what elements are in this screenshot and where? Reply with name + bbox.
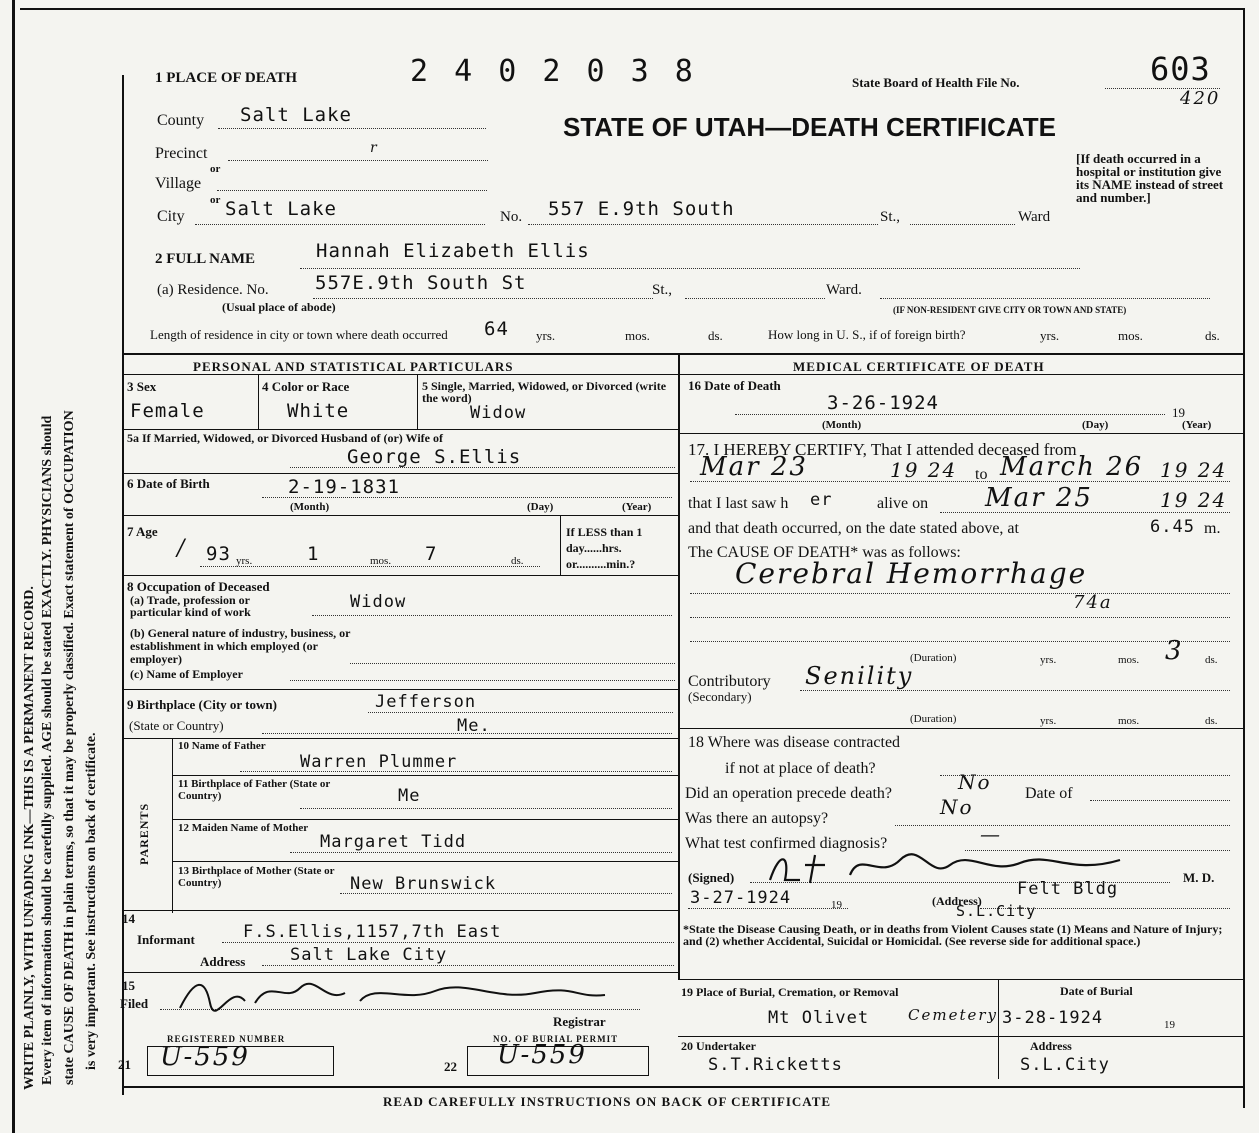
row-rule-2 — [122, 473, 678, 474]
color-value: White — [287, 400, 350, 422]
non-resident-label: (IF NON-RESIDENT GIVE CITY OR TOWN AND STATE) — [893, 305, 1127, 315]
autopsy-answer: No — [940, 795, 974, 819]
mother-value: Margaret Tidd — [320, 832, 467, 852]
frame-right-rule — [1243, 8, 1245, 1108]
street-value: 557 E.9th South — [548, 198, 735, 220]
filed-label: Filed — [120, 996, 149, 1011]
medical-heading: MEDICAL CERTIFICATE OF DEATH — [793, 359, 1045, 374]
occupation-c-label: (c) Name of Employer — [130, 667, 243, 681]
informant-label: Informant — [137, 932, 195, 947]
test-label: What test confirmed diagnosis? — [685, 835, 888, 852]
filed-num: 15 — [122, 978, 135, 993]
med-rule-2 — [680, 728, 1243, 729]
section-top-rule — [122, 353, 1243, 355]
age-mos: 1 — [307, 543, 320, 565]
burial-19: 19 — [1164, 1019, 1175, 1031]
secondary-label: (Secondary) — [688, 689, 752, 704]
informant-address: Salt Lake City — [290, 945, 448, 965]
cert-number: 2 4 0 2 0 3 8 — [410, 54, 697, 89]
date-of-label: Date of — [1025, 785, 1073, 802]
burial-cemetery: Cemetery — [908, 1006, 999, 1024]
dod-year: (Year) — [1182, 419, 1212, 431]
color-divider — [417, 374, 418, 429]
undertaker-address-label: Address — [1030, 1039, 1072, 1053]
footer-text: READ CAREFULLY INSTRUCTIONS ON BACK OF CERTIFICATE — [383, 1094, 832, 1109]
residence-label: (a) Residence. No. — [157, 282, 269, 298]
burial-place: Mt Olivet — [768, 1008, 870, 1028]
birthplace-label: 9 Birthplace (City or town) — [127, 697, 277, 712]
county-line — [218, 128, 486, 129]
marital-value: Widow — [470, 403, 527, 423]
alive-on-label: alive on — [877, 495, 929, 512]
city-value: Salt Lake — [225, 198, 337, 220]
father-label: 10 Name of Father — [178, 740, 266, 752]
autopsy-line — [895, 825, 1230, 826]
footer-rule — [122, 1086, 1243, 1088]
precinct-label: Precinct — [155, 145, 208, 162]
last-saw-label: that I last saw h — [688, 495, 789, 512]
row-rule-5 — [122, 689, 678, 690]
address-label: (Address) — [932, 894, 982, 908]
place-of-death-label: 1 PLACE OF DEATH — [155, 70, 298, 86]
not-at-place-label: if not at place of death? — [725, 760, 876, 777]
duration-mos-value: 3 — [1165, 636, 1184, 666]
side-text-3: state CAUSE OF DEATH in plain terms, so that it may be properly classified. Exact statement of OCCUPATION — [62, 410, 77, 1085]
frame-top-rule — [20, 8, 1245, 10]
residence-ward-label: Ward. — [826, 282, 862, 298]
duration-mos-1: mos. — [1118, 654, 1140, 666]
father-value: Warren Plummer — [300, 752, 458, 772]
county-value: Salt Lake — [240, 104, 352, 126]
or-2: or — [210, 194, 221, 206]
age-yrs: 93 — [206, 543, 231, 565]
reg-no-value: U-559 — [160, 1042, 250, 1072]
med-rule-3 — [678, 979, 1243, 980]
death-time: 6.45 — [1150, 517, 1195, 537]
ward-label: Ward — [1018, 209, 1051, 225]
test-answer: — — [980, 822, 1002, 846]
birthplace-line — [368, 712, 673, 713]
occupation-line — [312, 615, 672, 616]
row-rule-4 — [122, 575, 678, 576]
cause-note: *State the Disease Causing Death, or in deaths from Violent Causes state (1) Means and Nature of Injury; and (2) whether Accidental, Suicidal or Homicidal. (See reverse side for additional space.) — [683, 922, 1223, 948]
precinct-value: r — [370, 140, 379, 156]
medical-heading-rule — [680, 374, 1243, 375]
where-contracted-label: 18 Where was disease contracted — [688, 734, 901, 751]
row-rule-3 — [122, 515, 678, 516]
personal-heading-rule — [122, 374, 678, 375]
age-divider — [560, 515, 561, 575]
father-bp-line — [300, 808, 672, 809]
registrar-signature — [175, 973, 615, 1018]
dod-value: 3-26-1924 — [827, 392, 939, 414]
side-text-1: WRITE PLAINLY, WITH UNFADING INK—THIS IS A PERMANENT RECORD. — [22, 586, 37, 1090]
duration-mos-2: mos. — [1118, 715, 1140, 727]
contributory-value: Senility — [805, 662, 914, 690]
sex-label: 3 Sex — [127, 379, 157, 394]
address-2: S.L.City — [956, 902, 1037, 920]
occupation-label: 8 Occupation of Deceased — [127, 579, 270, 594]
age-mos-unit: mos. — [370, 555, 392, 567]
sex-value: Female — [130, 400, 205, 422]
village-label: Village — [155, 175, 202, 192]
color-label: 4 Color or Race — [262, 379, 350, 394]
certificate-title: STATE OF UTAH—DEATH CERTIFICATE — [563, 112, 1056, 142]
mother-bp-label: 13 Birthplace of Mother (State or Country) — [178, 865, 335, 889]
dod-19: 19 — [1172, 405, 1185, 420]
length-ds-unit: ds. — [708, 328, 723, 343]
length-yrs: 64 — [484, 318, 509, 340]
duration-label-2: (Duration) — [910, 713, 957, 725]
center-divider — [678, 355, 680, 980]
cause-line-1 — [690, 593, 1230, 594]
med-rule-1 — [680, 433, 1243, 434]
date-of-line — [1090, 800, 1230, 801]
side-text-4: is very important. See instructions on back of certificate. — [84, 732, 99, 1070]
residence-line — [313, 298, 653, 299]
frame-left-rule — [122, 75, 124, 1095]
residence-value: 557E.9th South St — [315, 272, 527, 294]
signed-label: (Signed) — [688, 870, 735, 885]
to-date: March 26 — [1000, 452, 1144, 482]
certify-text: 17. I HEREBY CERTIFY, That I attended deceased from — [688, 440, 1077, 459]
file-no-extra: 420 — [1180, 88, 1221, 109]
usual-abode-label: (Usual place of abode) — [222, 300, 336, 314]
undertaker-address: S.L.City — [1020, 1055, 1110, 1075]
dob-value: 2-19-1831 — [288, 476, 400, 498]
or-1: or — [210, 163, 221, 175]
undertaker-value: S.T.Ricketts — [708, 1055, 843, 1075]
mother-line — [290, 852, 672, 853]
birthplace-city: Jefferson — [375, 692, 477, 712]
death-occurred-text: and that death occurred, on the date stated above, at — [688, 520, 1019, 537]
burial-label: 19 Place of Burial, Cremation, or Removal — [681, 985, 899, 999]
informant-address-label: Address — [200, 954, 246, 969]
to-year: 19 24 — [1160, 458, 1228, 482]
burial-date: 3-28-1924 — [1002, 1008, 1104, 1028]
city-line — [195, 224, 485, 225]
birthplace-state: Me. — [457, 716, 491, 736]
occupation-value: Widow — [350, 592, 407, 612]
undertaker-label: 20 Undertaker — [681, 1039, 756, 1053]
spouse-value: George S.Ellis — [347, 446, 522, 468]
contributory-label: Contributory — [688, 673, 771, 690]
informant-address-line — [262, 965, 674, 966]
row-rule-7 — [172, 775, 678, 776]
cause-line-2 — [690, 617, 1230, 618]
dob-label: 6 Date of Birth — [127, 476, 210, 491]
file-no: 603 — [1150, 50, 1211, 88]
burial-divider — [998, 979, 999, 1079]
length-yrs-unit: yrs. — [536, 328, 556, 343]
county-label: County — [157, 112, 205, 129]
signed-md: M. D. — [1183, 870, 1215, 885]
duration-label-1: (Duration) — [910, 652, 957, 664]
reg-no-prefix: 21 — [118, 1057, 131, 1072]
full-name-value: Hannah Elizabeth Ellis — [316, 240, 590, 262]
informant-line — [222, 942, 674, 943]
reg-no-label: REGISTERED NUMBER — [167, 1034, 286, 1044]
duration-ds-1: ds. — [1205, 654, 1218, 666]
cause-code: 74a — [1073, 592, 1113, 613]
row-rule-8 — [172, 819, 678, 820]
dod-month: (Month) — [822, 419, 862, 431]
hospital-note: [If death occurred in a hospital or institution give its NAME instead of street and number.] — [1076, 151, 1224, 205]
sign-19: 19 — [831, 899, 842, 911]
street-line — [528, 224, 878, 225]
from-year: 19 24 — [890, 458, 958, 482]
informant-value: F.S.Ellis,1157,7th East — [243, 922, 502, 942]
city-label: City — [157, 208, 185, 225]
row-rule-6 — [122, 738, 678, 739]
cause-label: The CAUSE OF DEATH* was as follows: — [688, 544, 961, 561]
contributory-line — [800, 690, 1230, 691]
length-mos-unit: mos. — [625, 328, 650, 343]
village-line — [217, 190, 487, 191]
length-residence-label: Length of residence in city or town where death occurred — [150, 327, 448, 342]
spouse-label: 5a If Married, Widowed, or Divorced Husband of (or) Wife of — [127, 431, 443, 445]
sign-date-line — [688, 908, 848, 909]
full-name-label: 2 FULL NAME — [155, 251, 256, 267]
duration-ds-2: ds. — [1205, 715, 1218, 727]
age-ds: 7 — [425, 543, 438, 565]
age-label: 7 Age — [127, 524, 158, 539]
precinct-line — [228, 160, 488, 161]
side-text-2: Every item of information should be carefully supplied. AGE should be stated EXACTLY. PHYSICIANS should — [40, 415, 55, 1085]
father-bp-value: Me — [398, 786, 421, 806]
how-long-mos: mos. — [1118, 328, 1143, 343]
full-name-line — [300, 268, 1080, 269]
row-rule-10 — [122, 910, 678, 911]
how-long-ds: ds. — [1205, 328, 1220, 343]
ward-line — [910, 224, 1015, 225]
dob-month: (Month) — [290, 501, 330, 513]
residence-ward-line — [685, 298, 825, 299]
operation-answer: No — [958, 770, 992, 794]
occupation-b-label: (b) General nature of industry, business, or establishment in which employed (or employer) — [130, 626, 351, 666]
age-mark: / — [177, 536, 187, 561]
row-rule-1 — [122, 429, 678, 430]
age-yrs-unit: yrs. — [236, 555, 253, 567]
burial-date-label: Date of Burial — [1060, 984, 1133, 998]
residence-st-label: St., — [652, 282, 673, 298]
dod-day: (Day) — [1082, 419, 1109, 431]
residence-ward-line-2 — [880, 298, 1210, 299]
alive-on-value: Mar 25 — [985, 483, 1093, 513]
sign-date: 3-27-1924 — [690, 888, 792, 908]
sex-divider — [258, 374, 259, 429]
street-st-label: St., — [880, 209, 901, 225]
to-label: to — [975, 466, 988, 483]
mother-label: 12 Maiden Name of Mother — [178, 822, 309, 834]
informant-num: 14 — [122, 911, 135, 926]
dod-label: 16 Date of Death — [688, 378, 781, 393]
birthplace-state-label: (State or Country) — [129, 718, 224, 733]
how-long-yrs: yrs. — [1040, 328, 1060, 343]
alive-on-year: 19 24 — [1160, 488, 1228, 512]
mother-bp-value: New Brunswick — [350, 874, 497, 894]
file-no-label: State Board of Health File No. — [852, 75, 1020, 90]
street-no-label: No. — [500, 209, 523, 225]
left-edge-rule — [12, 0, 15, 1133]
dob-day: (Day) — [527, 501, 554, 513]
occupation-b-line — [350, 663, 675, 664]
cause-value: Cerebral Hemorrhage — [735, 557, 1088, 590]
dob-year: (Year) — [622, 501, 652, 513]
permit-value: U-559 — [497, 1040, 587, 1070]
med-rule-4 — [678, 1036, 1243, 1037]
personal-heading: PERSONAL AND STATISTICAL PARTICULARS — [193, 359, 514, 374]
from-date: Mar 23 — [700, 452, 808, 482]
marital-label: 5 Single, Married, Widowed, or Divorced (write the word) — [422, 379, 667, 405]
parents-label: PARENTS — [137, 802, 151, 865]
occupation-a-label: (a) Trade, profession or particular kind of work — [130, 593, 251, 619]
last-saw-her: er — [810, 490, 833, 510]
row-rule-9 — [172, 861, 678, 862]
duration-yrs-1: yrs. — [1040, 654, 1057, 666]
father-bp-label: 11 Birthplace of Father (State or Country) — [178, 778, 331, 802]
permit-label: NO. OF BURIAL PERMIT — [493, 1034, 619, 1044]
dod-line — [735, 414, 1165, 415]
less-than-label: If LESS than 1 day......hrs. or..........min.? — [566, 525, 643, 571]
address-1: Felt Bldg — [1017, 879, 1119, 899]
cause-line-3 — [690, 641, 1230, 642]
death-time-suffix: m. — [1204, 520, 1221, 537]
operation-label: Did an operation precede death? — [685, 785, 893, 802]
occupation-c-line — [290, 680, 675, 681]
autopsy-label: Was there an autopsy? — [685, 810, 829, 827]
registrar-label: Registrar — [553, 1014, 606, 1029]
duration-yrs-2: yrs. — [1040, 715, 1057, 727]
parents-divider — [172, 738, 173, 913]
age-ds-unit: ds. — [511, 555, 524, 567]
how-long-label: How long in U. S., if of foreign birth? — [768, 327, 966, 342]
permit-prefix: 22 — [444, 1059, 457, 1074]
